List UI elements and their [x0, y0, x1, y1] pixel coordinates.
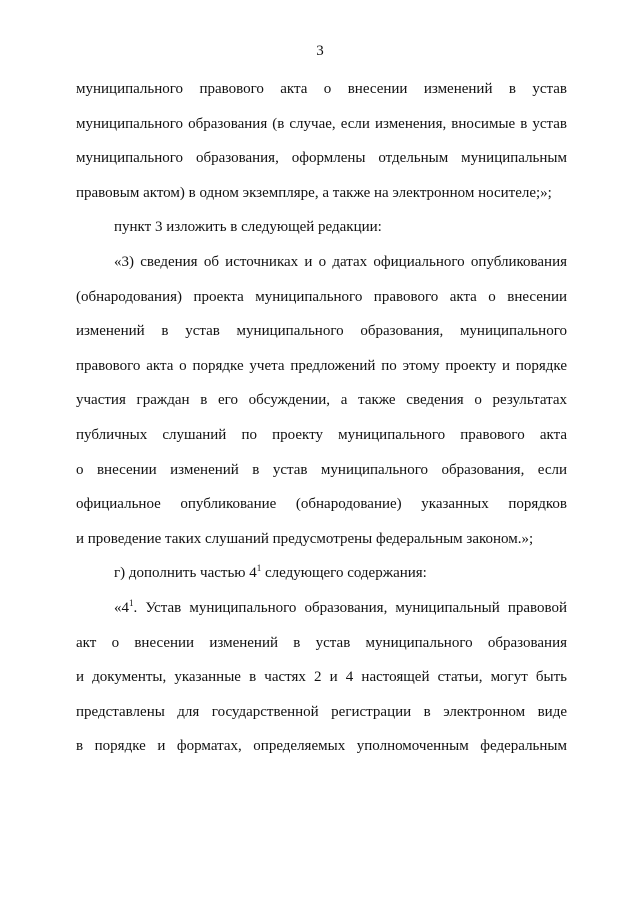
- text-line: правовым актом) в одном экземпляре, а также на электронном носителе;»;: [76, 184, 552, 201]
- paragraph-first-line: [76, 556, 567, 591]
- text-line: (обнародования) проекта муниципального правового акта о внесении: [76, 288, 567, 305]
- text-line: и проведение таких слушаний предусмотрены федеральным законом.»;: [76, 530, 534, 547]
- text-line: официальное опубликование (обнародование) указанных порядков: [76, 496, 567, 513]
- text-line: в порядке и форматах, определяемых уполномоченным федеральным: [76, 738, 567, 755]
- text-line: публичных слушаний по проекту муниципального правового акта: [76, 426, 567, 443]
- body-text: [76, 72, 567, 764]
- text-line: участия граждан в его обсуждении, а также сведения о результатах: [76, 392, 567, 409]
- paragraph-first-line: пункт 3 изложить в следующей редакции:: [114, 219, 382, 236]
- text-segment: следующего содержания:: [261, 565, 427, 582]
- superscript: 1: [256, 563, 262, 574]
- text-line: о внесении изменений в устав муниципального образования, если: [76, 461, 567, 478]
- paragraph-first-line: «3) сведения об источниках и о датах официального опубликования: [114, 253, 567, 270]
- text-segment: г) дополнить частью 4: [114, 565, 257, 582]
- page-number: 3: [316, 43, 324, 59]
- text-line: правового акта о порядке учета предложений по этому проекту и порядке: [76, 357, 567, 374]
- superscript: 1: [129, 597, 134, 608]
- text-line: муниципального правового акта о внесении изменений в устав: [76, 81, 567, 97]
- text-line: акт о внесении изменений в устав муниципального образования: [76, 634, 567, 651]
- text-segment: . Устав муниципального образования, муниципальный правовой: [133, 599, 567, 616]
- text-line: и документы, указанные в частях 2 и 4 настоящей статьи, могут быть: [76, 669, 567, 686]
- text-line: изменений в устав муниципального образования, муниципального: [76, 323, 567, 340]
- text-line: муниципального образования (в случае, если изменения, вносимые в устав: [76, 115, 567, 132]
- paragraph-first-line: [76, 591, 567, 626]
- text-line: представлены для государственной регистрации в электронном виде: [76, 703, 567, 720]
- text-segment: «4: [114, 599, 129, 616]
- text-line: муниципального образования, оформлены отдельным муниципальным: [76, 150, 567, 167]
